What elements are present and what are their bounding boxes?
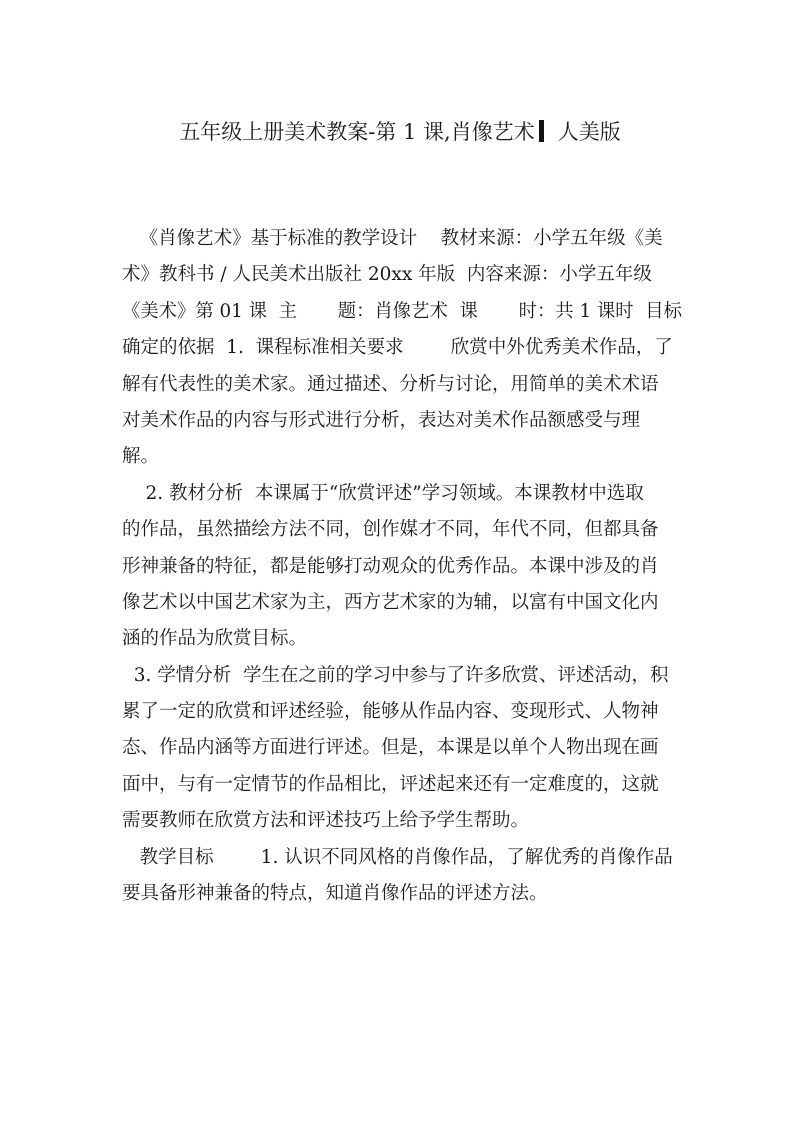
paragraph	[122, 658, 682, 840]
paragraph-line: 确定的依据 1. 课程标准相关要求 欣赏中外优秀美术作品，了	[122, 337, 673, 359]
paragraph-line: 解。	[122, 446, 160, 468]
paragraph-line: 2. 教材分析 本课属于“欣赏评述”学习领域。本课教材中选取	[122, 482, 644, 504]
paragraph-line: 面中，与有一定情节的作品相比，评述起来还有一定难度的，这就	[122, 773, 659, 795]
document-body	[122, 221, 682, 912]
paragraph	[122, 221, 682, 476]
paragraph	[122, 840, 682, 913]
paragraph-line: 《美术》第 01 课 主 题：肖像艺术 课 时：共 1 课时 目标	[122, 300, 682, 322]
title-main: 五年级上册美术教案-第 1 课,肖像艺术	[179, 120, 535, 144]
paragraph-line: 3. 学情分析 学生在之前的学习中参与了许多欣赏、评述活动，积	[122, 664, 669, 686]
paragraph-line: 解有代表性的美术家。通过描述、分析与讨论，用简单的美术术语	[122, 373, 659, 395]
paragraph-line: 累了一定的欣赏和评述经验，能够从作品内容、变现形式、人物神	[122, 701, 659, 723]
title-suffix: 人美版	[557, 120, 621, 144]
text-cursor-icon	[539, 120, 544, 142]
paragraph-line: 形神兼备的特征，都是能够打动观众的优秀作品。本课中涉及的肖	[122, 555, 659, 577]
paragraph-line: 需要教师在欣赏方法和评述技巧上给予学生帮助。	[122, 810, 530, 832]
paragraph-line: 对美术作品的内容与形式进行分析，表达对美术作品额感受与理	[122, 409, 641, 431]
paragraph-line: 教学目标 1. 认识不同风格的肖像作品，了解优秀的肖像作品	[122, 846, 673, 868]
paragraph-line: 像艺术以中国艺术家为主，西方艺术家的为辅，以富有中国文化内	[122, 591, 659, 613]
paragraph	[122, 476, 682, 658]
paragraph-line: 的作品，虽然描绘方法不同，创作媒才不同，年代不同，但都具备	[122, 519, 659, 541]
paragraph-line: 《肖像艺术》基于标准的教学设计 教材来源：小学五年级《美	[122, 228, 663, 249]
paragraph-line: 态、作品内涵等方面进行评述。但是，本课是以单个人物出现在画	[122, 737, 659, 759]
document-title	[0, 112, 800, 152]
paragraph-line: 术》教科书 / 人民美术出版社 20xx 年版 内容来源：小学五年级	[122, 264, 652, 286]
paragraph-line: 要具备形神兼备的特点，知道肖像作品的评述方法。	[122, 883, 548, 905]
paragraph-line: 涵的作品为欣赏目标。	[122, 628, 308, 650]
